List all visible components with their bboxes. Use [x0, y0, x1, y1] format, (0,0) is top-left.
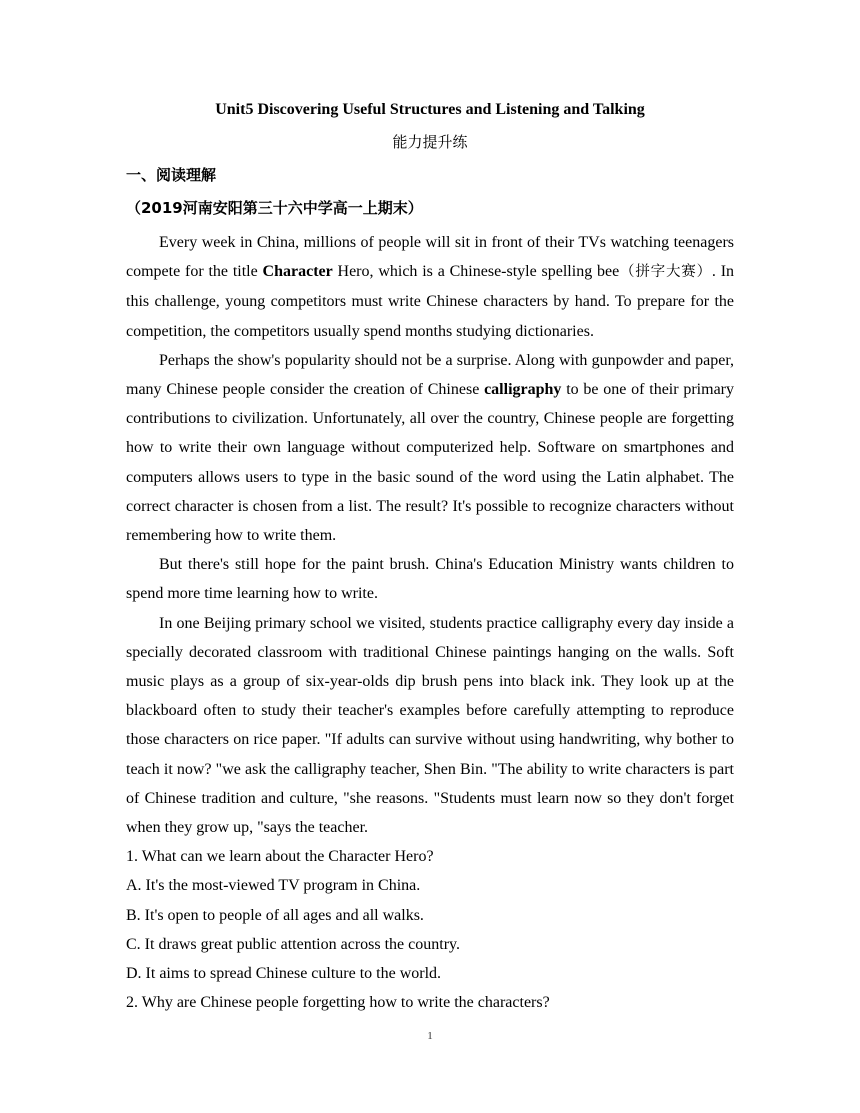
paragraph-2 — [126, 346, 734, 550]
bold-term-calligraphy: calligraphy — [484, 381, 562, 399]
paragraph-1 — [126, 228, 734, 346]
paragraph-1-text-a: Every week in China, millions of people will sit in front of their TVs watching teenagers compete for the title — [126, 234, 734, 281]
paragraph-4: In one Beijing primary school we visited, students practice calligraphy every day inside a specially decorated classroom with traditional Chinese paintings hanging on the walls. Soft music plays as a group of six-year-olds dip brush pens into black ink. They look up at the blackboard often to study their teacher's examples before carefully attempting to reproduce those characters on rice paper. "If adults can survive without using handwriting, why bother to teach it now? "we ask the calligraphy teacher, Shen Bin. "The ability to write characters is part of Chinese tradition and culture, "she reasons. "Students must learn now so they don't forget when they grow up, "says the teacher. — [126, 614, 734, 837]
document-subtitle: 能力提升练 — [392, 133, 468, 151]
question-1-option-c: C. It draws great public attention across the country. — [126, 935, 460, 953]
paragraph-3: But there's still hope for the paint brush. China's Education Ministry wants children to spend more time learning how to write. — [126, 556, 734, 603]
section-heading: 一、阅读理解 — [126, 166, 217, 184]
bold-term-character: Character — [262, 263, 333, 281]
reading-passage — [126, 228, 734, 1017]
document-title: Unit5 Discovering Useful Structures and Listening and Talking — [215, 101, 645, 118]
question-1-option-d: D. It aims to spread Chinese culture to the world. — [126, 965, 442, 983]
paragraph-1-text-c: Hero, which is a Chinese-style spelling bee — [332, 263, 620, 281]
paragraph-1-text-e: . In this challenge, young competitors must write Chinese characters by hand. To prepare for the competition, the competitors usually spend months studying dictionaries. — [126, 263, 735, 340]
paragraph-2-text-a: Perhaps the show's popularity should not be a surprise. Along with gunpowder and paper, many Chinese people consider the creation of Chinese — [126, 351, 734, 399]
page-number: 1 — [427, 1030, 433, 1042]
paragraph-1-chinese-gloss: （拼字大赛） — [619, 264, 712, 281]
question-2-stem: 2. Why are Chinese people forgetting how to write the characters? — [126, 994, 550, 1012]
paragraph-2-text-c: to be one of their primary contributions to civilization. Unfortunately, all over the country, Chinese people are forgetting how to write their own language without computerized help. Software on smartphones and computers allows users to type in the basic sound of the word using the Latin alphabet. The correct character is chosen from a list. The result? It's possible to recognize characters without remembering how to write them. — [126, 381, 735, 545]
question-1-option-a: A. It's the most-viewed TV program in China. — [126, 877, 421, 895]
question-1-option-b: B. It's open to people of all ages and all walks. — [126, 906, 424, 924]
source-line: （2019河南安阳第三十六中学高一上期末） — [126, 199, 423, 217]
question-1-stem: 1. What can we learn about the Character Hero? — [126, 848, 434, 866]
